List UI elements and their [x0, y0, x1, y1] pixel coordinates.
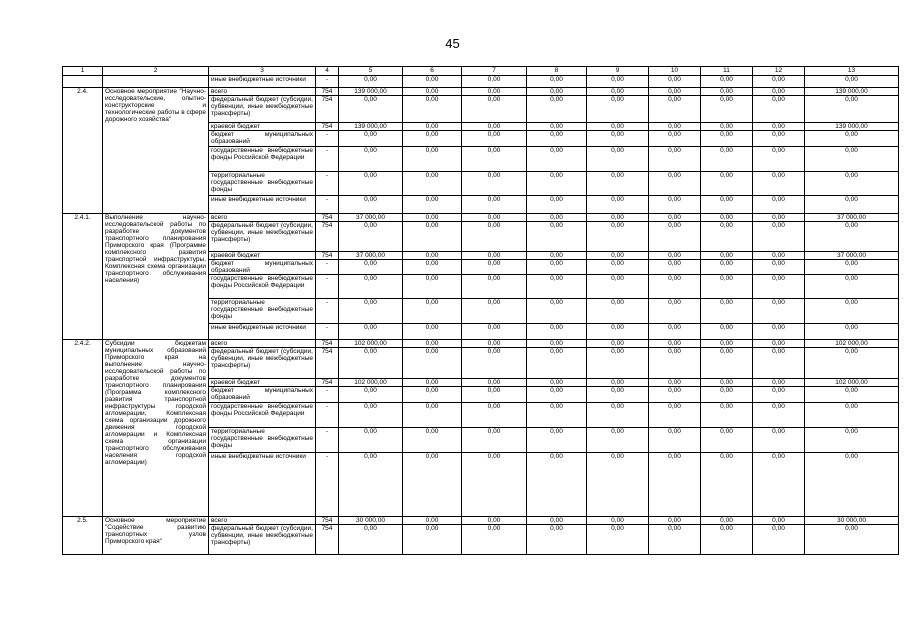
funding-source: краевой бюджет — [209, 379, 316, 387]
amount-cell: 0,00 — [462, 76, 527, 88]
admin-code: - — [316, 403, 339, 428]
amount-cell: 0,00 — [462, 324, 527, 340]
amount-cell: 0,00 — [462, 252, 527, 260]
amount-cell: 0,00 — [649, 214, 701, 222]
amount-cell: 0,00 — [701, 123, 753, 131]
amount-cell: 0,00 — [805, 147, 899, 172]
amount-cell: 0,00 — [701, 96, 753, 123]
amount-cell: 0,00 — [403, 76, 462, 88]
amount-cell: 0,00 — [403, 196, 462, 214]
amount-cell: 0,00 — [527, 340, 587, 348]
amount-cell: 0,00 — [527, 260, 587, 275]
amount-cell: 0,00 — [587, 348, 649, 379]
amount-cell: 0,00 — [587, 147, 649, 172]
funding-source: всего — [209, 88, 316, 96]
amount-cell: 0,00 — [701, 196, 753, 214]
amount-cell: 0,00 — [403, 299, 462, 324]
amount-cell: 0,00 — [462, 147, 527, 172]
header-cell: 11 — [701, 67, 753, 76]
funding-source: всего — [209, 214, 316, 222]
amount-cell: 0,00 — [462, 196, 527, 214]
admin-code: - — [316, 428, 339, 453]
amount-cell: 0,00 — [527, 131, 587, 147]
amount-cell: 0,00 — [527, 96, 587, 123]
amount-cell: 0,00 — [462, 379, 527, 387]
amount-cell: 0,00 — [403, 147, 462, 172]
amount-cell: 0,00 — [753, 123, 805, 131]
table-row — [63, 340, 899, 348]
amount-cell: 0,00 — [649, 299, 701, 324]
amount-cell: 0,00 — [753, 88, 805, 96]
amount-cell: 0,00 — [753, 379, 805, 387]
admin-code: 754 — [316, 525, 339, 555]
budget-table — [62, 66, 899, 555]
funding-source: иные внебюджетные источники — [209, 324, 316, 340]
amount-cell: 0,00 — [527, 348, 587, 379]
amount-cell: 0,00 — [587, 275, 649, 299]
amount-cell: 0,00 — [462, 96, 527, 123]
amount-cell: 0,00 — [587, 96, 649, 123]
amount-cell: 0,00 — [339, 76, 403, 88]
table-body — [63, 67, 899, 555]
amount-cell: 0,00 — [462, 525, 527, 555]
amount-cell: 0,00 — [587, 214, 649, 222]
amount-cell: 0,00 — [462, 172, 527, 196]
amount-cell: 0,00 — [403, 123, 462, 131]
funding-source: государственные внебюджетные фонды Российской Федерации — [209, 147, 316, 172]
amount-cell: 0,00 — [701, 517, 753, 525]
amount-cell: 0,00 — [403, 453, 462, 517]
amount-cell: 0,00 — [701, 428, 753, 453]
amount-cell: 0,00 — [527, 324, 587, 340]
header-cell: 3 — [209, 67, 316, 76]
amount-cell: 0,00 — [701, 252, 753, 260]
amount-cell: 0,00 — [462, 260, 527, 275]
admin-code: 754 — [316, 96, 339, 123]
header-cell: 1 — [63, 67, 103, 76]
amount-cell: 0,00 — [649, 453, 701, 517]
amount-cell: 0,00 — [403, 275, 462, 299]
amount-cell: 0,00 — [587, 340, 649, 348]
amount-cell: 0,00 — [527, 275, 587, 299]
admin-code: - — [316, 196, 339, 214]
amount-cell: 0,00 — [339, 453, 403, 517]
admin-code: 754 — [316, 252, 339, 260]
amount-cell: 0,00 — [753, 453, 805, 517]
amount-cell: 0,00 — [587, 379, 649, 387]
amount-cell: 0,00 — [649, 76, 701, 88]
amount-cell: 102 000,00 — [339, 379, 403, 387]
amount-cell: 0,00 — [403, 214, 462, 222]
amount-cell: 0,00 — [701, 324, 753, 340]
funding-source: государственные внебюджетные фонды Российской Федерации — [209, 275, 316, 299]
amount-cell: 0,00 — [649, 403, 701, 428]
amount-cell: 0,00 — [403, 525, 462, 555]
admin-code: 754 — [316, 348, 339, 379]
amount-cell: 0,00 — [805, 222, 899, 252]
item-number: 2.4.2. — [63, 340, 103, 517]
admin-code: - — [316, 387, 339, 403]
item-description: Основное мероприятие "Содействие развитию транспортных узлов Приморского края" — [103, 517, 209, 555]
amount-cell: 0,00 — [753, 222, 805, 252]
amount-cell: 0,00 — [462, 299, 527, 324]
amount-cell: 0,00 — [527, 222, 587, 252]
amount-cell: 0,00 — [339, 222, 403, 252]
amount-cell: 0,00 — [649, 252, 701, 260]
amount-cell: 0,00 — [339, 324, 403, 340]
amount-cell: 0,00 — [805, 324, 899, 340]
amount-cell: 0,00 — [701, 403, 753, 428]
funding-source: федеральный бюджет (субсидии, субвенции, иные межбюджетные трансферты) — [209, 525, 316, 555]
funding-source: территориальные государственные внебюджетные фонды — [209, 428, 316, 453]
amount-cell: 0,00 — [527, 252, 587, 260]
amount-cell: 0,00 — [527, 172, 587, 196]
funding-source: иные внебюджетные источники — [209, 196, 316, 214]
header-cell: 9 — [587, 67, 649, 76]
amount-cell: 0,00 — [403, 379, 462, 387]
amount-cell: 0,00 — [527, 299, 587, 324]
item-number: 2.4. — [63, 88, 103, 214]
amount-cell: 0,00 — [753, 131, 805, 147]
amount-cell: 0,00 — [587, 76, 649, 88]
amount-cell: 0,00 — [701, 275, 753, 299]
amount-cell: 0,00 — [403, 172, 462, 196]
amount-cell: 0,00 — [805, 275, 899, 299]
amount-cell: 0,00 — [462, 123, 527, 131]
amount-cell: 0,00 — [339, 172, 403, 196]
funding-source: государственные внебюджетные фонды Российской Федерации — [209, 403, 316, 428]
header-cell: 5 — [339, 67, 403, 76]
amount-cell: 139 000,00 — [339, 123, 403, 131]
funding-source: федеральный бюджет (субсидии, субвенции, иные межбюджетные трансферты) — [209, 222, 316, 252]
amount-cell: 0,00 — [701, 299, 753, 324]
amount-cell: 0,00 — [805, 96, 899, 123]
amount-cell: 0,00 — [649, 348, 701, 379]
amount-cell: 0,00 — [753, 403, 805, 428]
item-description: Субсидии бюджетам муниципальных образований Приморского края на выполнение научно-исследовательской работы по разработке документов транспортного планирования (Программа комплексного развития транспортной инфраструктуры городской агломерации, Комплексная схема организации дорожного движения городской агломерации и Комплексная схема организации транспортного обслуживания населения городской агломерации) — [103, 340, 209, 517]
amount-cell: 0,00 — [649, 96, 701, 123]
amount-cell: 0,00 — [805, 196, 899, 214]
amount-cell: 0,00 — [587, 299, 649, 324]
amount-cell: 0,00 — [339, 147, 403, 172]
amount-cell: 0,00 — [701, 379, 753, 387]
amount-cell: 0,00 — [462, 222, 527, 252]
amount-cell: 0,00 — [649, 123, 701, 131]
amount-cell: 0,00 — [701, 340, 753, 348]
header-cell: 13 — [805, 67, 899, 76]
admin-code: - — [316, 453, 339, 517]
amount-cell: 0,00 — [587, 403, 649, 428]
amount-cell: 0,00 — [753, 348, 805, 379]
amount-cell: 0,00 — [527, 453, 587, 517]
table-row — [63, 214, 899, 222]
amount-cell: 0,00 — [527, 147, 587, 172]
admin-code: 754 — [316, 340, 339, 348]
admin-code: 754 — [316, 517, 339, 525]
amount-cell: 0,00 — [403, 403, 462, 428]
amount-cell: 0,00 — [753, 252, 805, 260]
header-row — [63, 67, 899, 76]
amount-cell: 0,00 — [805, 453, 899, 517]
amount-cell: 0,00 — [403, 428, 462, 453]
amount-cell: 0,00 — [649, 324, 701, 340]
amount-cell: 0,00 — [753, 428, 805, 453]
header-cell: 10 — [649, 67, 701, 76]
amount-cell: 0,00 — [339, 131, 403, 147]
admin-code: 754 — [316, 88, 339, 96]
amount-cell: 0,00 — [805, 76, 899, 88]
funding-source: иные внебюджетные источники — [209, 76, 316, 88]
amount-cell: 0,00 — [753, 76, 805, 88]
amount-cell: 0,00 — [403, 260, 462, 275]
amount-cell: 0,00 — [462, 453, 527, 517]
amount-cell: 0,00 — [701, 348, 753, 379]
amount-cell: 0,00 — [403, 96, 462, 123]
admin-code: - — [316, 260, 339, 275]
amount-cell: 0,00 — [753, 387, 805, 403]
amount-cell: 0,00 — [527, 428, 587, 453]
item-number — [63, 76, 103, 88]
funding-source: федеральный бюджет (субсидии, субвенции, иные межбюджетные трансферты) — [209, 96, 316, 123]
funding-source: всего — [209, 517, 316, 525]
amount-cell: 0,00 — [587, 387, 649, 403]
amount-cell: 0,00 — [701, 525, 753, 555]
amount-cell: 37 000,00 — [805, 214, 899, 222]
amount-cell: 0,00 — [462, 387, 527, 403]
funding-source: краевой бюджет — [209, 252, 316, 260]
amount-cell: 0,00 — [339, 260, 403, 275]
amount-cell: 0,00 — [753, 517, 805, 525]
amount-cell: 0,00 — [587, 131, 649, 147]
item-number: 2.4.1. — [63, 214, 103, 340]
amount-cell: 0,00 — [339, 96, 403, 123]
amount-cell: 0,00 — [462, 131, 527, 147]
amount-cell: 0,00 — [403, 131, 462, 147]
header-cell: 7 — [462, 67, 527, 76]
item-number: 2.5. — [63, 517, 103, 555]
amount-cell: 0,00 — [649, 525, 701, 555]
amount-cell: 0,00 — [462, 88, 527, 96]
amount-cell: 0,00 — [587, 252, 649, 260]
admin-code: - — [316, 76, 339, 88]
amount-cell: 0,00 — [753, 172, 805, 196]
page-number: 45 — [445, 36, 460, 51]
funding-source: федеральный бюджет (субсидии, субвенции, иные межбюджетные трансферты) — [209, 348, 316, 379]
funding-source: иные внебюджетные источники — [209, 453, 316, 517]
amount-cell: 0,00 — [403, 517, 462, 525]
amount-cell: 30 000,00 — [339, 517, 403, 525]
amount-cell: 0,00 — [753, 340, 805, 348]
amount-cell: 0,00 — [527, 379, 587, 387]
amount-cell: 0,00 — [753, 96, 805, 123]
funding-source: бюджет муниципальных образований — [209, 260, 316, 275]
item-description: Основное мероприятие "Научно-исследовательские, опытно-конструкторские и технологические работы в сфере дорожного хозяйства" — [103, 88, 209, 214]
amount-cell: 0,00 — [649, 340, 701, 348]
funding-source: краевой бюджет — [209, 123, 316, 131]
amount-cell: 0,00 — [649, 275, 701, 299]
amount-cell: 0,00 — [403, 348, 462, 379]
amount-cell: 0,00 — [527, 387, 587, 403]
admin-code: 754 — [316, 379, 339, 387]
amount-cell: 0,00 — [805, 299, 899, 324]
item-description — [103, 76, 209, 88]
amount-cell: 0,00 — [701, 214, 753, 222]
amount-cell: 0,00 — [753, 525, 805, 555]
amount-cell: 0,00 — [753, 260, 805, 275]
amount-cell: 0,00 — [649, 172, 701, 196]
amount-cell: 0,00 — [753, 275, 805, 299]
amount-cell: 0,00 — [587, 517, 649, 525]
amount-cell: 0,00 — [403, 340, 462, 348]
amount-cell: 0,00 — [753, 214, 805, 222]
amount-cell: 0,00 — [805, 525, 899, 555]
amount-cell: 0,00 — [587, 222, 649, 252]
amount-cell: 0,00 — [753, 196, 805, 214]
amount-cell: 0,00 — [587, 260, 649, 275]
amount-cell: 0,00 — [701, 147, 753, 172]
amount-cell: 0,00 — [527, 123, 587, 131]
funding-source: территориальные государственные внебюджетные фонды — [209, 299, 316, 324]
admin-code: - — [316, 299, 339, 324]
amount-cell: 0,00 — [403, 88, 462, 96]
amount-cell: 0,00 — [649, 222, 701, 252]
admin-code: 754 — [316, 123, 339, 131]
amount-cell: 0,00 — [339, 196, 403, 214]
admin-code: 754 — [316, 214, 339, 222]
amount-cell: 102 000,00 — [805, 340, 899, 348]
amount-cell: 0,00 — [339, 299, 403, 324]
amount-cell: 0,00 — [462, 214, 527, 222]
amount-cell: 0,00 — [587, 88, 649, 96]
amount-cell: 0,00 — [701, 172, 753, 196]
amount-cell: 0,00 — [649, 131, 701, 147]
amount-cell: 0,00 — [649, 147, 701, 172]
amount-cell: 0,00 — [649, 517, 701, 525]
amount-cell: 0,00 — [462, 348, 527, 379]
amount-cell: 0,00 — [527, 214, 587, 222]
amount-cell: 0,00 — [805, 428, 899, 453]
amount-cell: 0,00 — [649, 379, 701, 387]
item-description: Выполнение научно-исследовательской работы по разработке документов транспортного планирования Приморского края (Программе комплексного развития транспортной инфраструктуры, Комплексная схема организации транспортного обслуживания населения) — [103, 214, 209, 340]
amount-cell: 139 000,00 — [805, 88, 899, 96]
amount-cell: 0,00 — [527, 88, 587, 96]
amount-cell: 0,00 — [339, 403, 403, 428]
amount-cell: 0,00 — [649, 260, 701, 275]
admin-code: - — [316, 131, 339, 147]
amount-cell: 0,00 — [587, 525, 649, 555]
amount-cell: 0,00 — [587, 324, 649, 340]
amount-cell: 0,00 — [649, 387, 701, 403]
amount-cell: 0,00 — [701, 76, 753, 88]
amount-cell: 0,00 — [587, 172, 649, 196]
amount-cell: 0,00 — [462, 517, 527, 525]
admin-code: - — [316, 324, 339, 340]
amount-cell: 102 000,00 — [339, 340, 403, 348]
admin-code: - — [316, 147, 339, 172]
amount-cell: 0,00 — [527, 196, 587, 214]
amount-cell: 0,00 — [587, 123, 649, 131]
amount-cell: 37 000,00 — [339, 252, 403, 260]
amount-cell: 0,00 — [462, 275, 527, 299]
amount-cell: 0,00 — [805, 172, 899, 196]
header-cell: 4 — [316, 67, 339, 76]
amount-cell: 139 000,00 — [339, 88, 403, 96]
amount-cell: 0,00 — [701, 88, 753, 96]
amount-cell: 0,00 — [527, 76, 587, 88]
amount-cell: 0,00 — [403, 324, 462, 340]
amount-cell: 0,00 — [805, 387, 899, 403]
amount-cell: 0,00 — [339, 387, 403, 403]
amount-cell: 0,00 — [753, 147, 805, 172]
amount-cell: 0,00 — [339, 275, 403, 299]
amount-cell: 37 000,00 — [339, 214, 403, 222]
amount-cell: 102 000,00 — [805, 379, 899, 387]
amount-cell: 0,00 — [587, 453, 649, 517]
header-cell: 8 — [527, 67, 587, 76]
amount-cell: 0,00 — [701, 222, 753, 252]
amount-cell: 30 000,00 — [805, 517, 899, 525]
amount-cell: 0,00 — [403, 252, 462, 260]
amount-cell: 0,00 — [527, 525, 587, 555]
header-cell: 12 — [753, 67, 805, 76]
amount-cell: 0,00 — [527, 517, 587, 525]
amount-cell: 0,00 — [587, 428, 649, 453]
amount-cell: 0,00 — [339, 348, 403, 379]
amount-cell: 0,00 — [527, 403, 587, 428]
funding-source: бюджет муниципальных образований — [209, 387, 316, 403]
admin-code: 754 — [316, 222, 339, 252]
amount-cell: 0,00 — [805, 260, 899, 275]
header-cell: 2 — [103, 67, 209, 76]
amount-cell: 0,00 — [753, 324, 805, 340]
amount-cell: 0,00 — [805, 348, 899, 379]
amount-cell: 0,00 — [649, 196, 701, 214]
amount-cell: 0,00 — [339, 525, 403, 555]
table-row — [63, 88, 899, 96]
admin-code: - — [316, 275, 339, 299]
header-cell: 6 — [403, 67, 462, 76]
amount-cell: 0,00 — [701, 453, 753, 517]
table-row — [63, 76, 899, 88]
amount-cell: 0,00 — [403, 387, 462, 403]
amount-cell: 0,00 — [403, 222, 462, 252]
funding-source: территориальные государственные внебюджетные фонды — [209, 172, 316, 196]
amount-cell: 0,00 — [701, 131, 753, 147]
amount-cell: 0,00 — [587, 196, 649, 214]
admin-code: - — [316, 172, 339, 196]
amount-cell: 139 000,00 — [805, 123, 899, 131]
table-row — [63, 517, 899, 525]
funding-source: бюджет муниципальных образований — [209, 131, 316, 147]
amount-cell: 0,00 — [339, 428, 403, 453]
amount-cell: 0,00 — [462, 428, 527, 453]
amount-cell: 0,00 — [462, 403, 527, 428]
funding-source: всего — [209, 340, 316, 348]
amount-cell: 0,00 — [462, 340, 527, 348]
amount-cell: 0,00 — [649, 88, 701, 96]
amount-cell: 0,00 — [701, 387, 753, 403]
amount-cell: 0,00 — [805, 131, 899, 147]
amount-cell: 37 000,00 — [805, 252, 899, 260]
amount-cell: 0,00 — [649, 428, 701, 453]
amount-cell: 0,00 — [701, 260, 753, 275]
amount-cell: 0,00 — [805, 403, 899, 428]
amount-cell: 0,00 — [753, 299, 805, 324]
